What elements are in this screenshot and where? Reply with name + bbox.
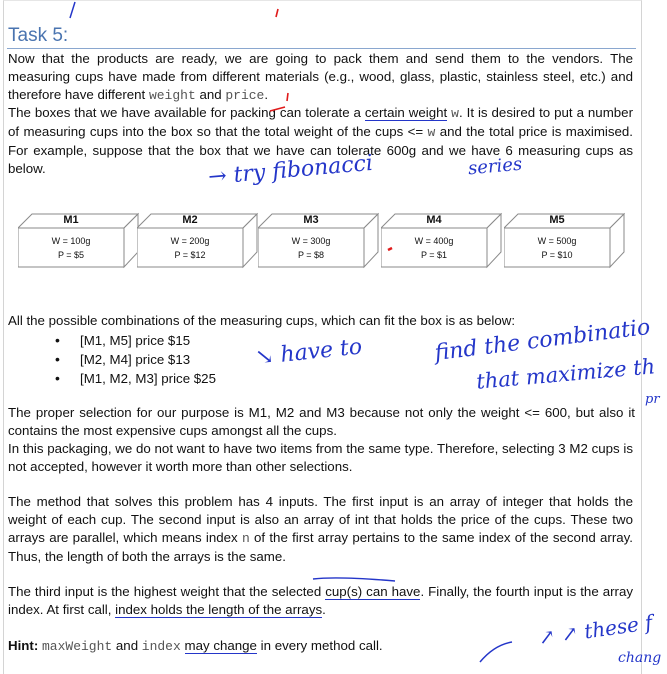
combinations-intro: All the possible combinations of the measuring cups, which can fit the box is as below:: [8, 313, 516, 328]
cup-price: P = $5: [57, 250, 85, 260]
handwriting-series: series: [467, 153, 523, 180]
intro-text: The boxes that we have available for packing can tolerate a: [8, 105, 365, 120]
third-text: The third input is the highest weight that the selected: [8, 584, 326, 599]
cup-name: M5: [549, 214, 565, 226]
list-item: • [M1, M5] price $15: [55, 331, 216, 350]
list-item: • [M2, M4] price $13: [55, 350, 216, 369]
method-text: The method that solves this problem has 4 inputs. The first input is an array of integer that holds the weight of each cup. The second input is also an array of int that holds the price of the cups. These two arrays are parallel, which means index: [8, 494, 633, 545]
intro-text: Now that the products are ready, we are going to pack them and send them to the vendors. The measuring cups have made from different materials (e.g., wood, glass, plastic, stainless steel, etc.) and therefore have different: [8, 51, 633, 102]
intro-text: . It is desired to put a number of measuring cups into the box so that the total weight of the cups <=: [8, 105, 633, 139]
hint-text: and: [112, 638, 142, 653]
cup-price: P = $10: [541, 250, 573, 260]
hint-text: in every method call.: [256, 638, 383, 653]
code-w: w: [427, 125, 436, 140]
cup-weight: W = 100g: [51, 236, 91, 246]
cup-weight: W = 400g: [414, 236, 454, 246]
cup-price: P = $12: [174, 250, 206, 260]
cup-price: P = $8: [297, 250, 325, 260]
handwriting-find-combination: find the combinatio: [433, 314, 652, 367]
handwriting-try-fibonacci: → try fibonacci: [207, 150, 374, 191]
cup-weight: W = 500g: [537, 236, 577, 246]
cup-price: P = $1: [420, 250, 448, 260]
code-maxweight: maxWeight: [41, 639, 113, 654]
list-item: • [M1, M2, M3] price $25: [55, 369, 216, 388]
code-weight: weight: [148, 88, 196, 103]
underlined-may-change: may change: [184, 638, 257, 653]
code-n: n: [241, 531, 250, 546]
packaging-paragraph: In this packaging, we do not want to have two items from the same type. Therefore, selecting 3 M2 cups is not accepted, however it worth more than other selections.: [8, 441, 633, 474]
underlined-index-holds-length: index holds the length of the arrays: [115, 602, 323, 617]
hint-label: Hint:: [8, 638, 39, 653]
handwriting-have-to: ↘ have to: [253, 334, 364, 371]
underlined-certain-weight: certain weight: [364, 105, 448, 120]
intro-text: and the total price is maximised. For example, suppose that the box that we have can tolerate 600g and we have 6 measuring cups as below.: [8, 124, 633, 176]
cup-name: M2: [182, 214, 198, 226]
cup-weight: W = 300g: [291, 236, 331, 246]
intro-text: .: [264, 87, 269, 102]
handwriting-pr: pr: [645, 392, 660, 407]
handwriting-these: ↗ ↗ these f: [536, 610, 654, 650]
cup-name: M3: [303, 214, 319, 226]
third-text: .: [322, 602, 326, 617]
code-index: index: [141, 639, 181, 654]
cup-weight: W = 200g: [170, 236, 210, 246]
intro-text: and: [195, 87, 226, 102]
method-text: of the first array pertains to the same index of the second array. Thus, the length of both the arrays is the same.: [8, 530, 633, 564]
code-price: price: [225, 88, 265, 103]
handwriting-change: chang: [618, 650, 662, 666]
code-w: w: [451, 106, 459, 121]
task-title: Task 5:: [8, 25, 69, 46]
selection-paragraph: The proper selection for our purpose is M1, M2 and M3 because not only the weight <= 600, but also it contains the most expensive cups amongst all the cups.: [8, 405, 635, 438]
cup-name: M4: [426, 214, 442, 226]
handwriting-that-maximize: that maximize th: [475, 354, 657, 394]
third-text: . Finally, the fourth input is the array index. At first call,: [8, 584, 634, 617]
cup-name: M1: [63, 214, 79, 226]
underlined-cups-can-have: cup(s) can have: [325, 584, 421, 599]
